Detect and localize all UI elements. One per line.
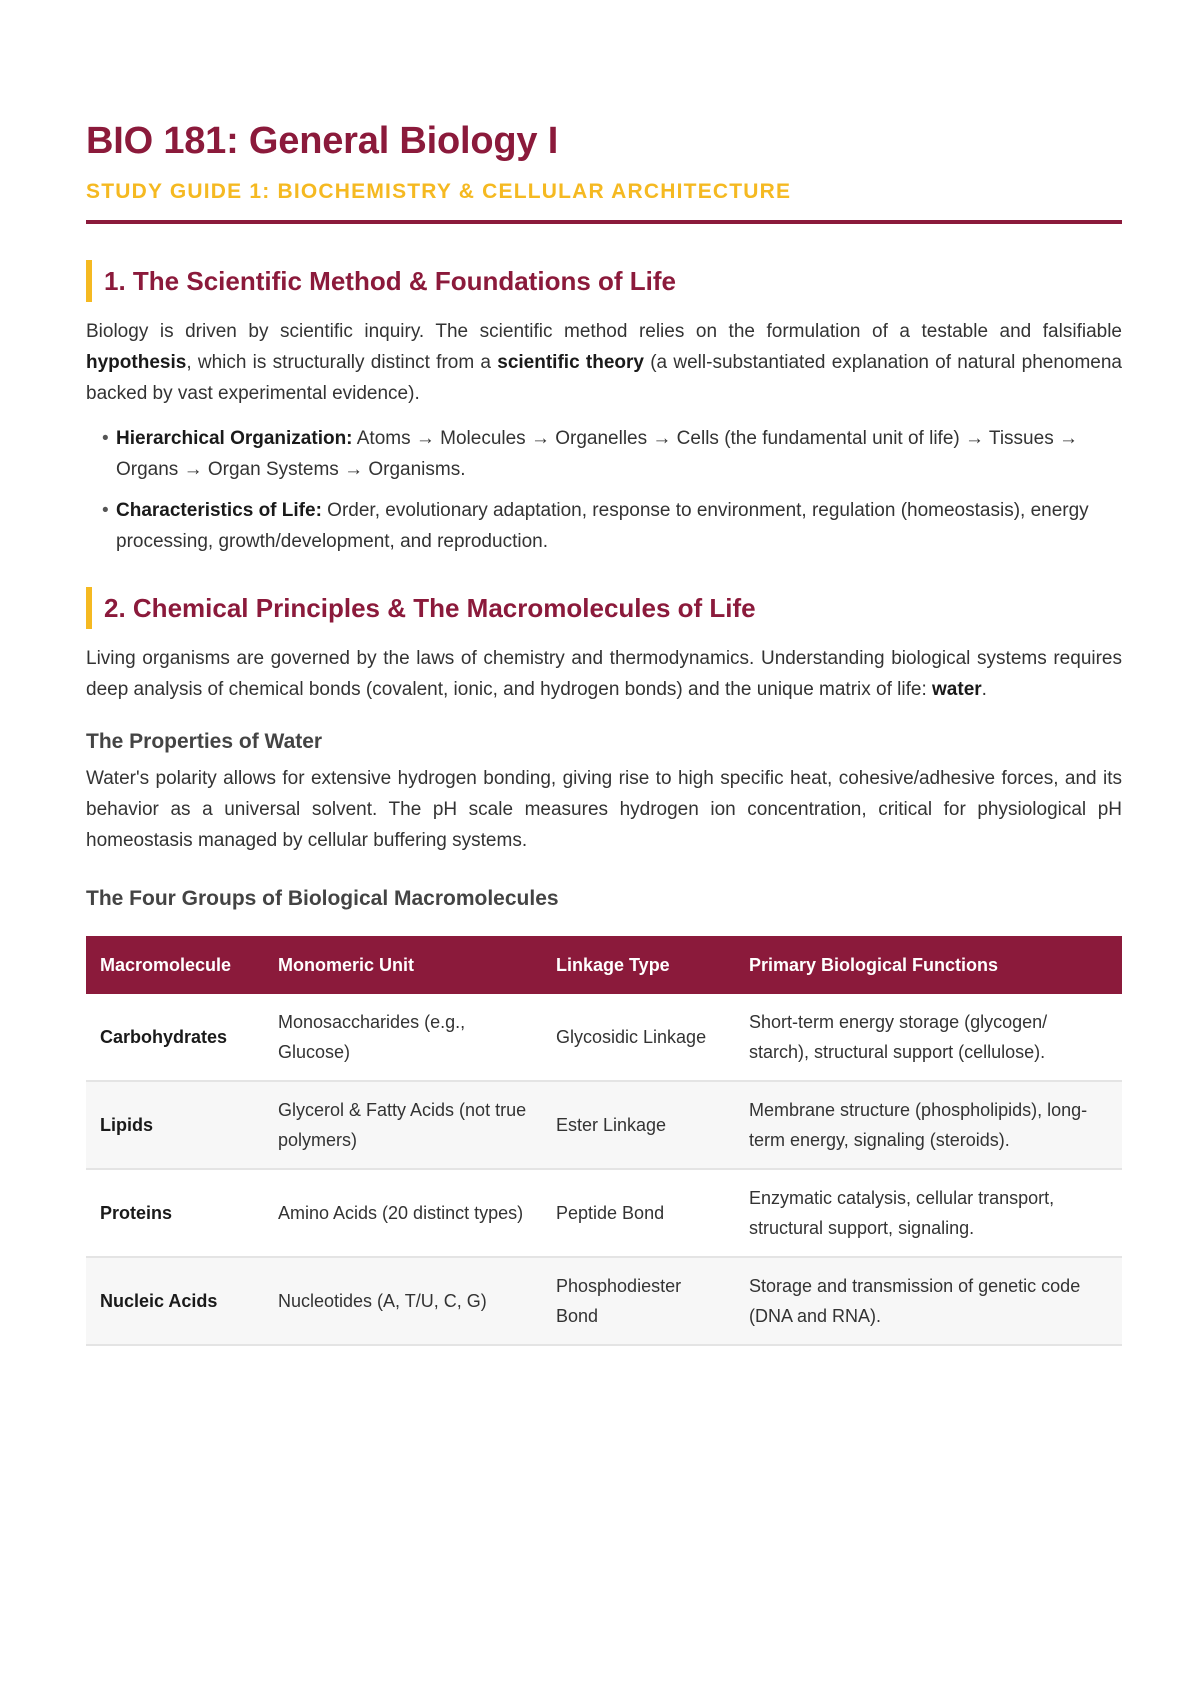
table-cell-linkage: Glycosidic Linkage (542, 994, 735, 1081)
bullet-dot-icon: • (102, 428, 109, 449)
table-row (86, 1257, 1122, 1345)
macromolecules-table (86, 936, 1122, 1346)
subheading-macromolecules: The Four Groups of Biological Macromolecules (86, 887, 559, 910)
table-cell-monomer: Nucleotides (A, T/U, C, G) (264, 1257, 542, 1345)
column-header-monomeric-unit: Monomeric Unit (264, 936, 542, 994)
list-item (86, 423, 1122, 485)
column-header-macromolecule: Macromolecule (86, 936, 264, 994)
table-row (86, 1169, 1122, 1257)
term-scientific-theory: scientific theory (497, 352, 644, 373)
table-row (86, 1081, 1122, 1169)
table-cell-function: Membrane structure (phospholipids), long-term energy, signaling (steroids). (735, 1081, 1122, 1169)
subheading-properties-of-water: The Properties of Water (86, 730, 323, 753)
list-item-text: Order, evolutionary adaptation, response to environment, regulation (homeostasis), energy processing, growth/development, and reproduction. (116, 500, 1089, 552)
section-heading-scientific-method: 1. The Scientific Method & Foundations of Life (86, 260, 1122, 302)
table-row (86, 994, 1122, 1081)
table-cell-linkage: Phosphodiester Bond (542, 1257, 735, 1345)
table-cell-linkage: Ester Linkage (542, 1081, 735, 1169)
table-cell-macromolecule: Nucleic Acids (86, 1257, 264, 1345)
title-divider (86, 220, 1122, 224)
table-cell-monomer: Amino Acids (20 distinct types) (264, 1169, 542, 1257)
list-item (86, 495, 1122, 557)
table-cell-function: Storage and transmission of genetic code (DNA and RNA). (735, 1257, 1122, 1345)
list-item-label: Hierarchical Organization: (116, 428, 353, 449)
document-subtitle: STUDY GUIDE 1: BIOCHEMISTRY & CELLULAR ARCHITECTURE (86, 180, 792, 203)
section2-intro-paragraph (86, 643, 1122, 705)
document-title: BIO 181: General Biology I (86, 120, 559, 162)
table-cell-monomer: Monosaccharides (e.g., Glucose) (264, 994, 542, 1081)
table-header-row (86, 936, 1122, 994)
bullet-dot-icon: • (102, 500, 109, 521)
term-hypothesis: hypothesis (86, 352, 187, 373)
list-item-text: Atoms → Molecules → Organelles → Cells (the fundamental unit of life) → Tissues → Organs → Organ Systems → Organisms. (116, 428, 1078, 480)
column-header-linkage-type: Linkage Type (542, 936, 735, 994)
water-paragraph: Water's polarity allows for extensive hydrogen bonding, giving rise to high specific heat, cohesive/adhesive forces, and its behavior as a universal solvent. The pH scale measures hydrogen ion concentration, critical for physiological pH homeostasis managed by cellular buffering systems. (86, 768, 1122, 851)
text-run: (a well-substantiated explanation of natural phenomena backed by vast experimental evidence). (86, 352, 1122, 404)
term-water: water (932, 679, 982, 700)
table-cell-function: Short-term energy storage (glycogen/ starch), structural support (cellulose). (735, 994, 1122, 1081)
table-cell-monomer: Glycerol & Fatty Acids (not true polymers) (264, 1081, 542, 1169)
text-run: . (981, 679, 987, 700)
table-cell-function: Enzymatic catalysis, cellular transport, structural support, signaling. (735, 1169, 1122, 1257)
list-item-label: Characteristics of Life: (116, 500, 322, 521)
table-cell-macromolecule: Lipids (86, 1081, 264, 1169)
section1-intro-paragraph (86, 316, 1122, 409)
table-cell-linkage: Peptide Bond (542, 1169, 735, 1257)
text-run: Biology is driven by scientific inquiry. The scientific method relies on the formulation of a testable and falsifiable (86, 321, 1122, 342)
table-cell-macromolecule: Proteins (86, 1169, 264, 1257)
life-foundations-list (86, 423, 1122, 557)
text-run: Living organisms are governed by the laws of chemistry and thermodynamics. Understanding biological systems requires deep analysis of chemical bonds (covalent, ionic, and hydrogen bonds) and the unique matrix of life: (86, 648, 1122, 700)
section-heading-chemical-principles: 2. Chemical Principles & The Macromolecules of Life (86, 587, 1122, 629)
column-header-primary-functions: Primary Biological Functions (735, 936, 1122, 994)
text-run: , which is structurally distinct from a (186, 352, 498, 373)
table-cell-macromolecule: Carbohydrates (86, 994, 264, 1081)
